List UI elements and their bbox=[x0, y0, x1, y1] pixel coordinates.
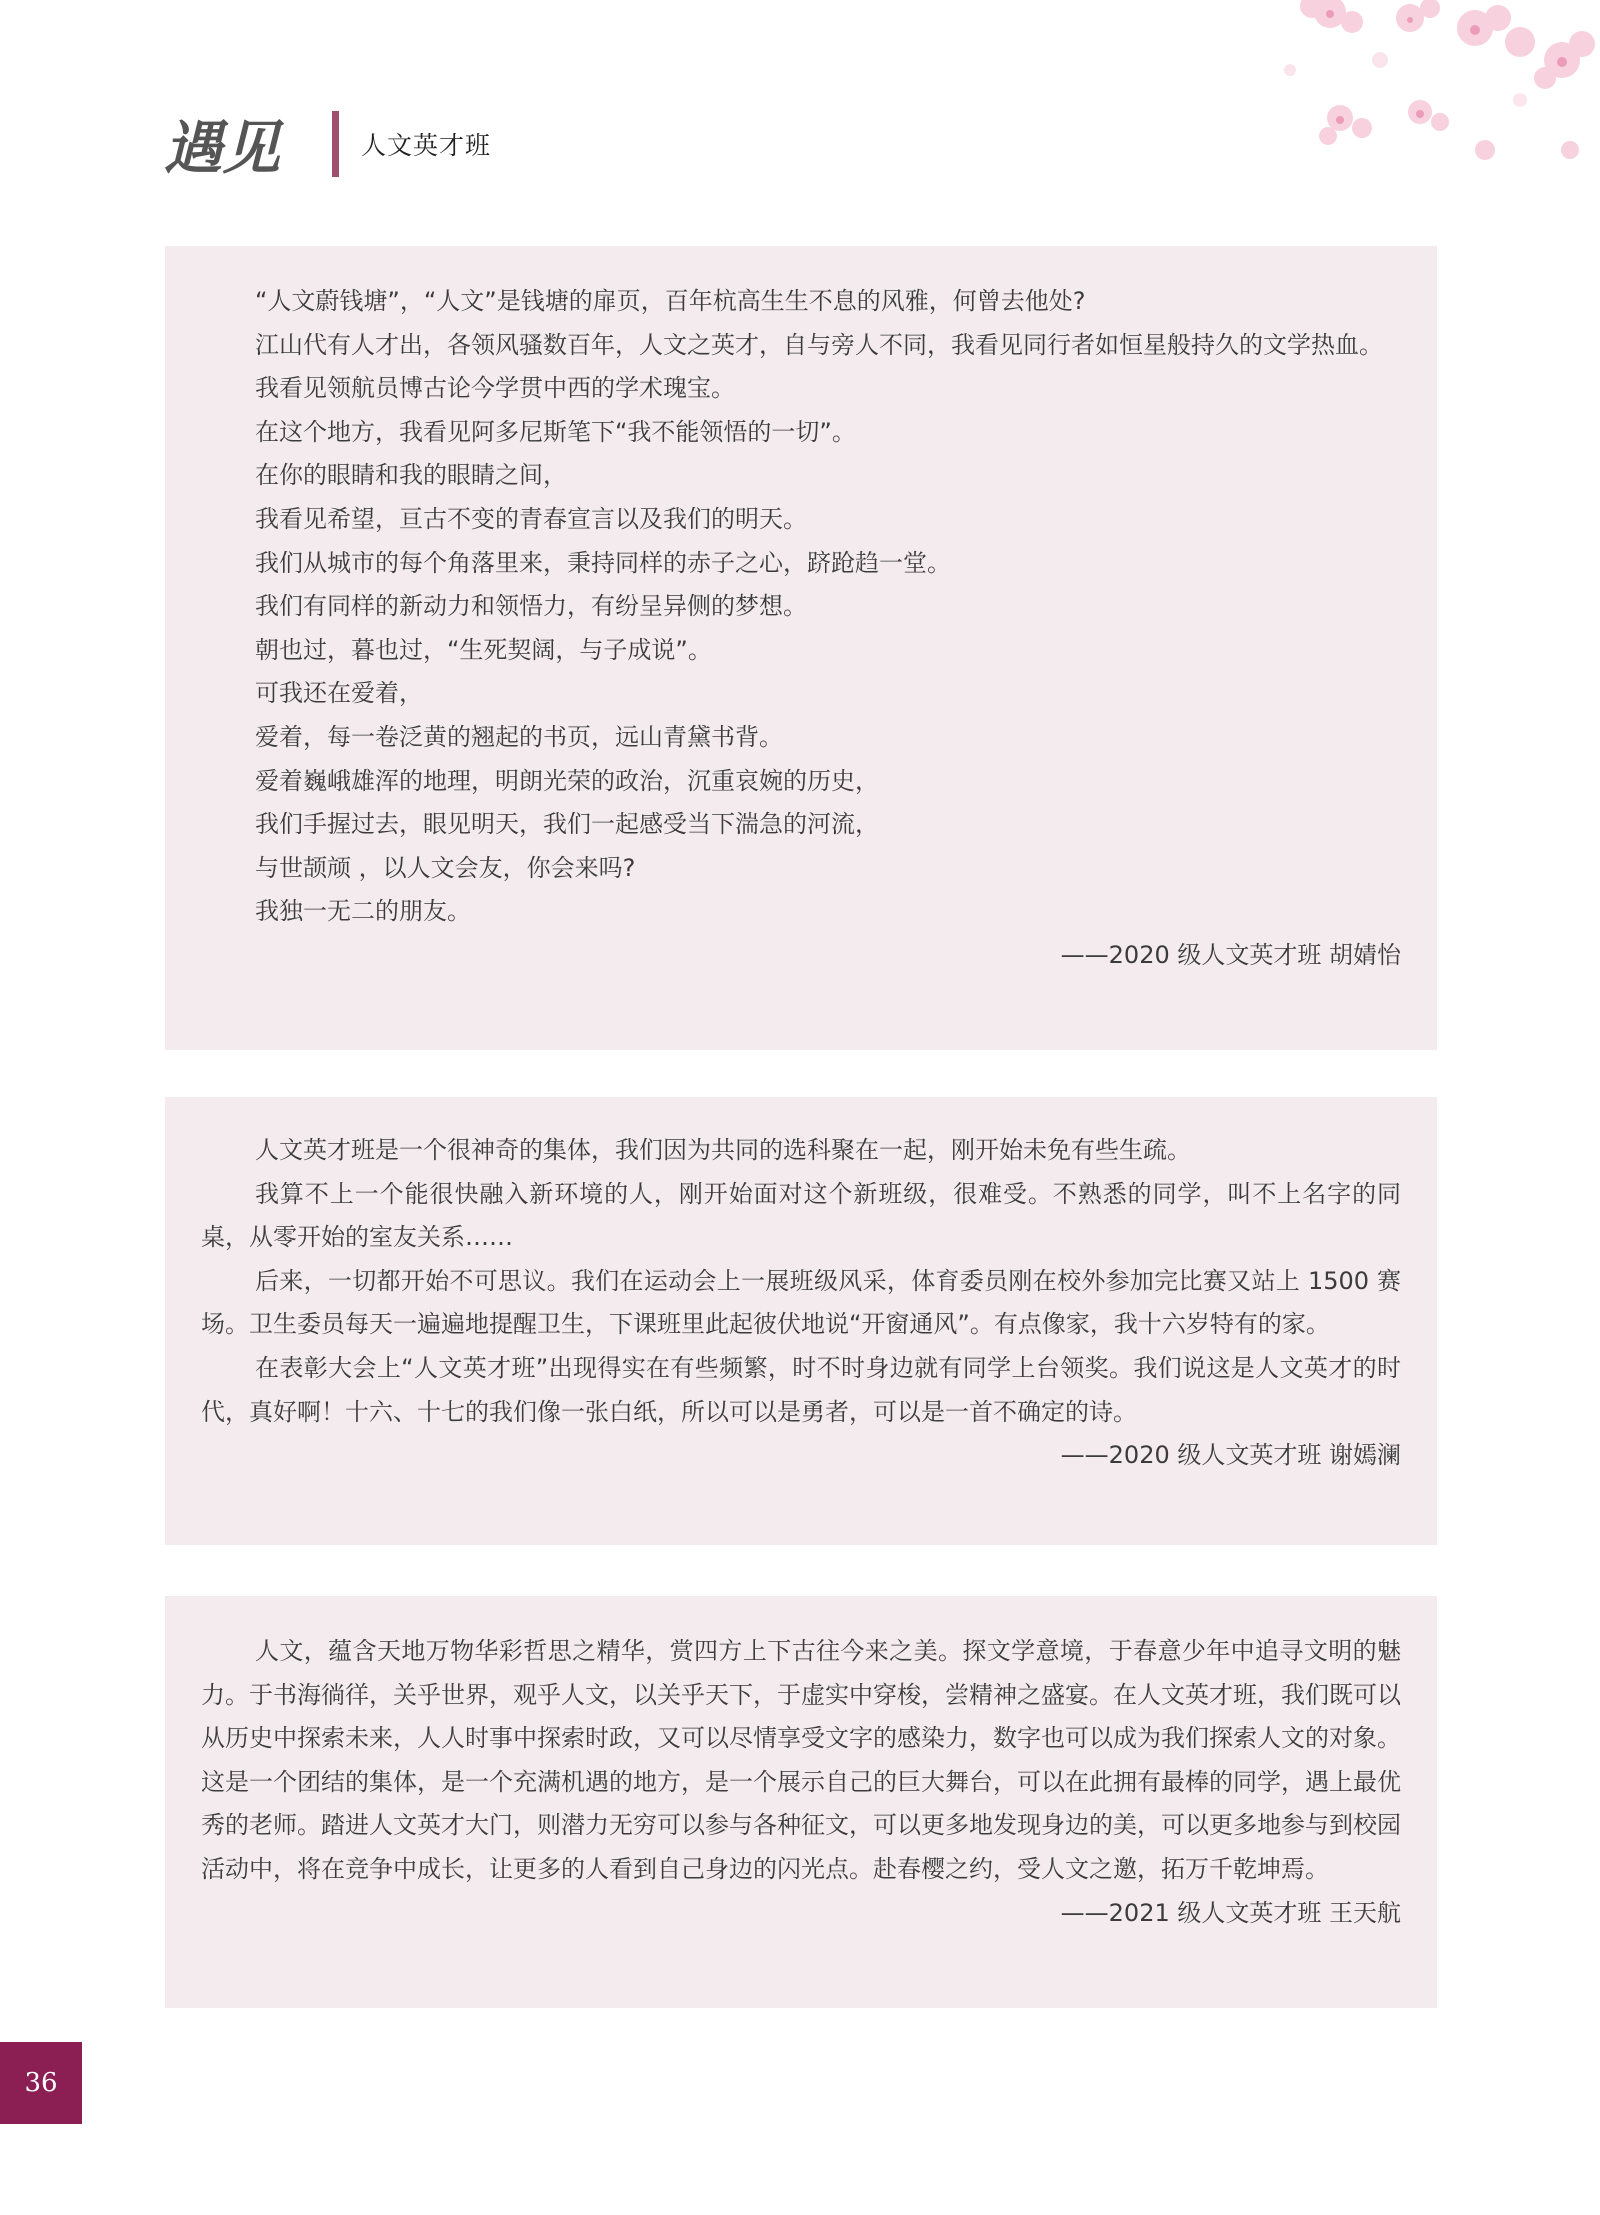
paragraph: 人文，蕴含天地万物华彩哲思之精华，赏四方上下古往今来之美。探文学意境，于春意少年中追寻文明的魅力。于书海徜徉，关乎世界，观乎人文，以关乎天下，于虚实中穿梭，尝精神之盛宴。在人文英才班，我们既可以从历史中探索未来，人人时事中探索时政，又可以尽情享受文字的感染力，数字也可以成为我们探索人文的对象。这是一个团结的集体，是一个充满机遇的地方，是一个展示自己的巨大舞台，可以在此拥有最棒的同学，遇上最优秀的老师。踏进人文英才大门，则潜力无穷可以参与各种征文，可以更多地发现身边的美，可以更多地参与到校园活动中，将在竞争中成长，让更多的人看到自己身边的闪光点。赴春樱之约，受人文之邀，拓万千乾坤焉。 bbox=[201, 1637, 1401, 1883]
paragraph: 我看见领航员博古论今学贯中西的学术瑰宝。 bbox=[255, 374, 735, 403]
logo-calligraphy bbox=[160, 108, 310, 180]
paragraph: 后来，一切都开始不可思议。我们在运动会上一展班级风采，体育委员刚在校外参加完比赛又站上 1500 赛场。卫生委员每天一遍遍地提醒卫生，下课班里此起彼伏地说“开窗通风”。有点像家，我十六岁特有的家。 bbox=[201, 1266, 1401, 1339]
svg-text:遇见: 遇见 bbox=[164, 114, 281, 180]
article-box-2 bbox=[165, 1097, 1437, 1545]
section-title: 人文英才班 bbox=[361, 131, 492, 160]
paragraph: 爱着巍峨雄浑的地理，明朗光荣的政治，沉重哀婉的历史， bbox=[255, 766, 879, 795]
paragraph: 我们手握过去，眼见明天，我们一起感受当下湍急的河流， bbox=[255, 810, 879, 839]
paragraph: 我算不上一个能很快融入新环境的人，刚开始面对这个新班级，很难受。不熟悉的同学，叫不上名字的同桌，从零开始的室友关系…… bbox=[201, 1179, 1401, 1252]
paragraph: 在这个地方，我看见阿多尼斯笔下“我不能领悟的一切”。 bbox=[255, 417, 856, 446]
paragraph: 我看见希望，亘古不变的青春宣言以及我们的明天。 bbox=[255, 504, 807, 533]
paragraph: 我们从城市的每个角落里来，秉持同样的赤子之心，跻跄趋一堂。 bbox=[255, 548, 951, 577]
paragraph: “人文蔚钱塘”，“人文”是钱塘的扉页，百年杭高生生不息的风雅，何曾去他处? bbox=[255, 287, 1086, 315]
article-box-1 bbox=[165, 246, 1437, 1050]
paragraph: 爱着，每一卷泛黄的翘起的书页，远山青黛书背。 bbox=[255, 722, 783, 751]
paragraph: 在表彰大会上“人文英才班”出现得实在有些频繁，时不时身边就有同学上台领奖。我们说这是人文英才的时代，真好啊！十六、十七的我们像一张白纸，所以可以是勇者，可以是一首不确定的诗。 bbox=[201, 1353, 1401, 1426]
page-header bbox=[160, 108, 491, 180]
header-divider bbox=[332, 111, 339, 177]
author-signature: ——2021 级人文英才班 王天航 bbox=[1060, 1898, 1401, 1927]
page-number: 36 bbox=[0, 2042, 82, 2124]
author-signature: ——2020 级人文英才班 胡婧怡 bbox=[1060, 940, 1401, 969]
paragraph: 可我还在爱着， bbox=[255, 679, 423, 708]
paragraph: 江山代有人才出，各领风骚数百年，人文之英才，自与旁人不同，我看见同行者如恒星般持久的文学热血。 bbox=[255, 330, 1383, 359]
paragraph: 我们有同样的新动力和领悟力，有纷呈异侧的梦想。 bbox=[255, 592, 807, 621]
paragraph: 人文英才班是一个很神奇的集体，我们因为共同的选科聚在一起，刚开始未免有些生疏。 bbox=[255, 1136, 1191, 1164]
article-box-3 bbox=[165, 1596, 1437, 2008]
paragraph: 我独一无二的朋友。 bbox=[255, 897, 471, 926]
paragraph: 朝也过，暮也过，“生死契阔，与子成说”。 bbox=[255, 635, 712, 664]
cherry-blossom-decoration bbox=[1270, 0, 1600, 190]
paragraph: 与世颉颃 ，以人文会友，你会来吗? bbox=[255, 853, 636, 882]
author-signature: ——2020 级人文英才班 谢嫣澜 bbox=[1060, 1441, 1401, 1470]
paragraph: 在你的眼睛和我的眼睛之间， bbox=[255, 461, 567, 490]
